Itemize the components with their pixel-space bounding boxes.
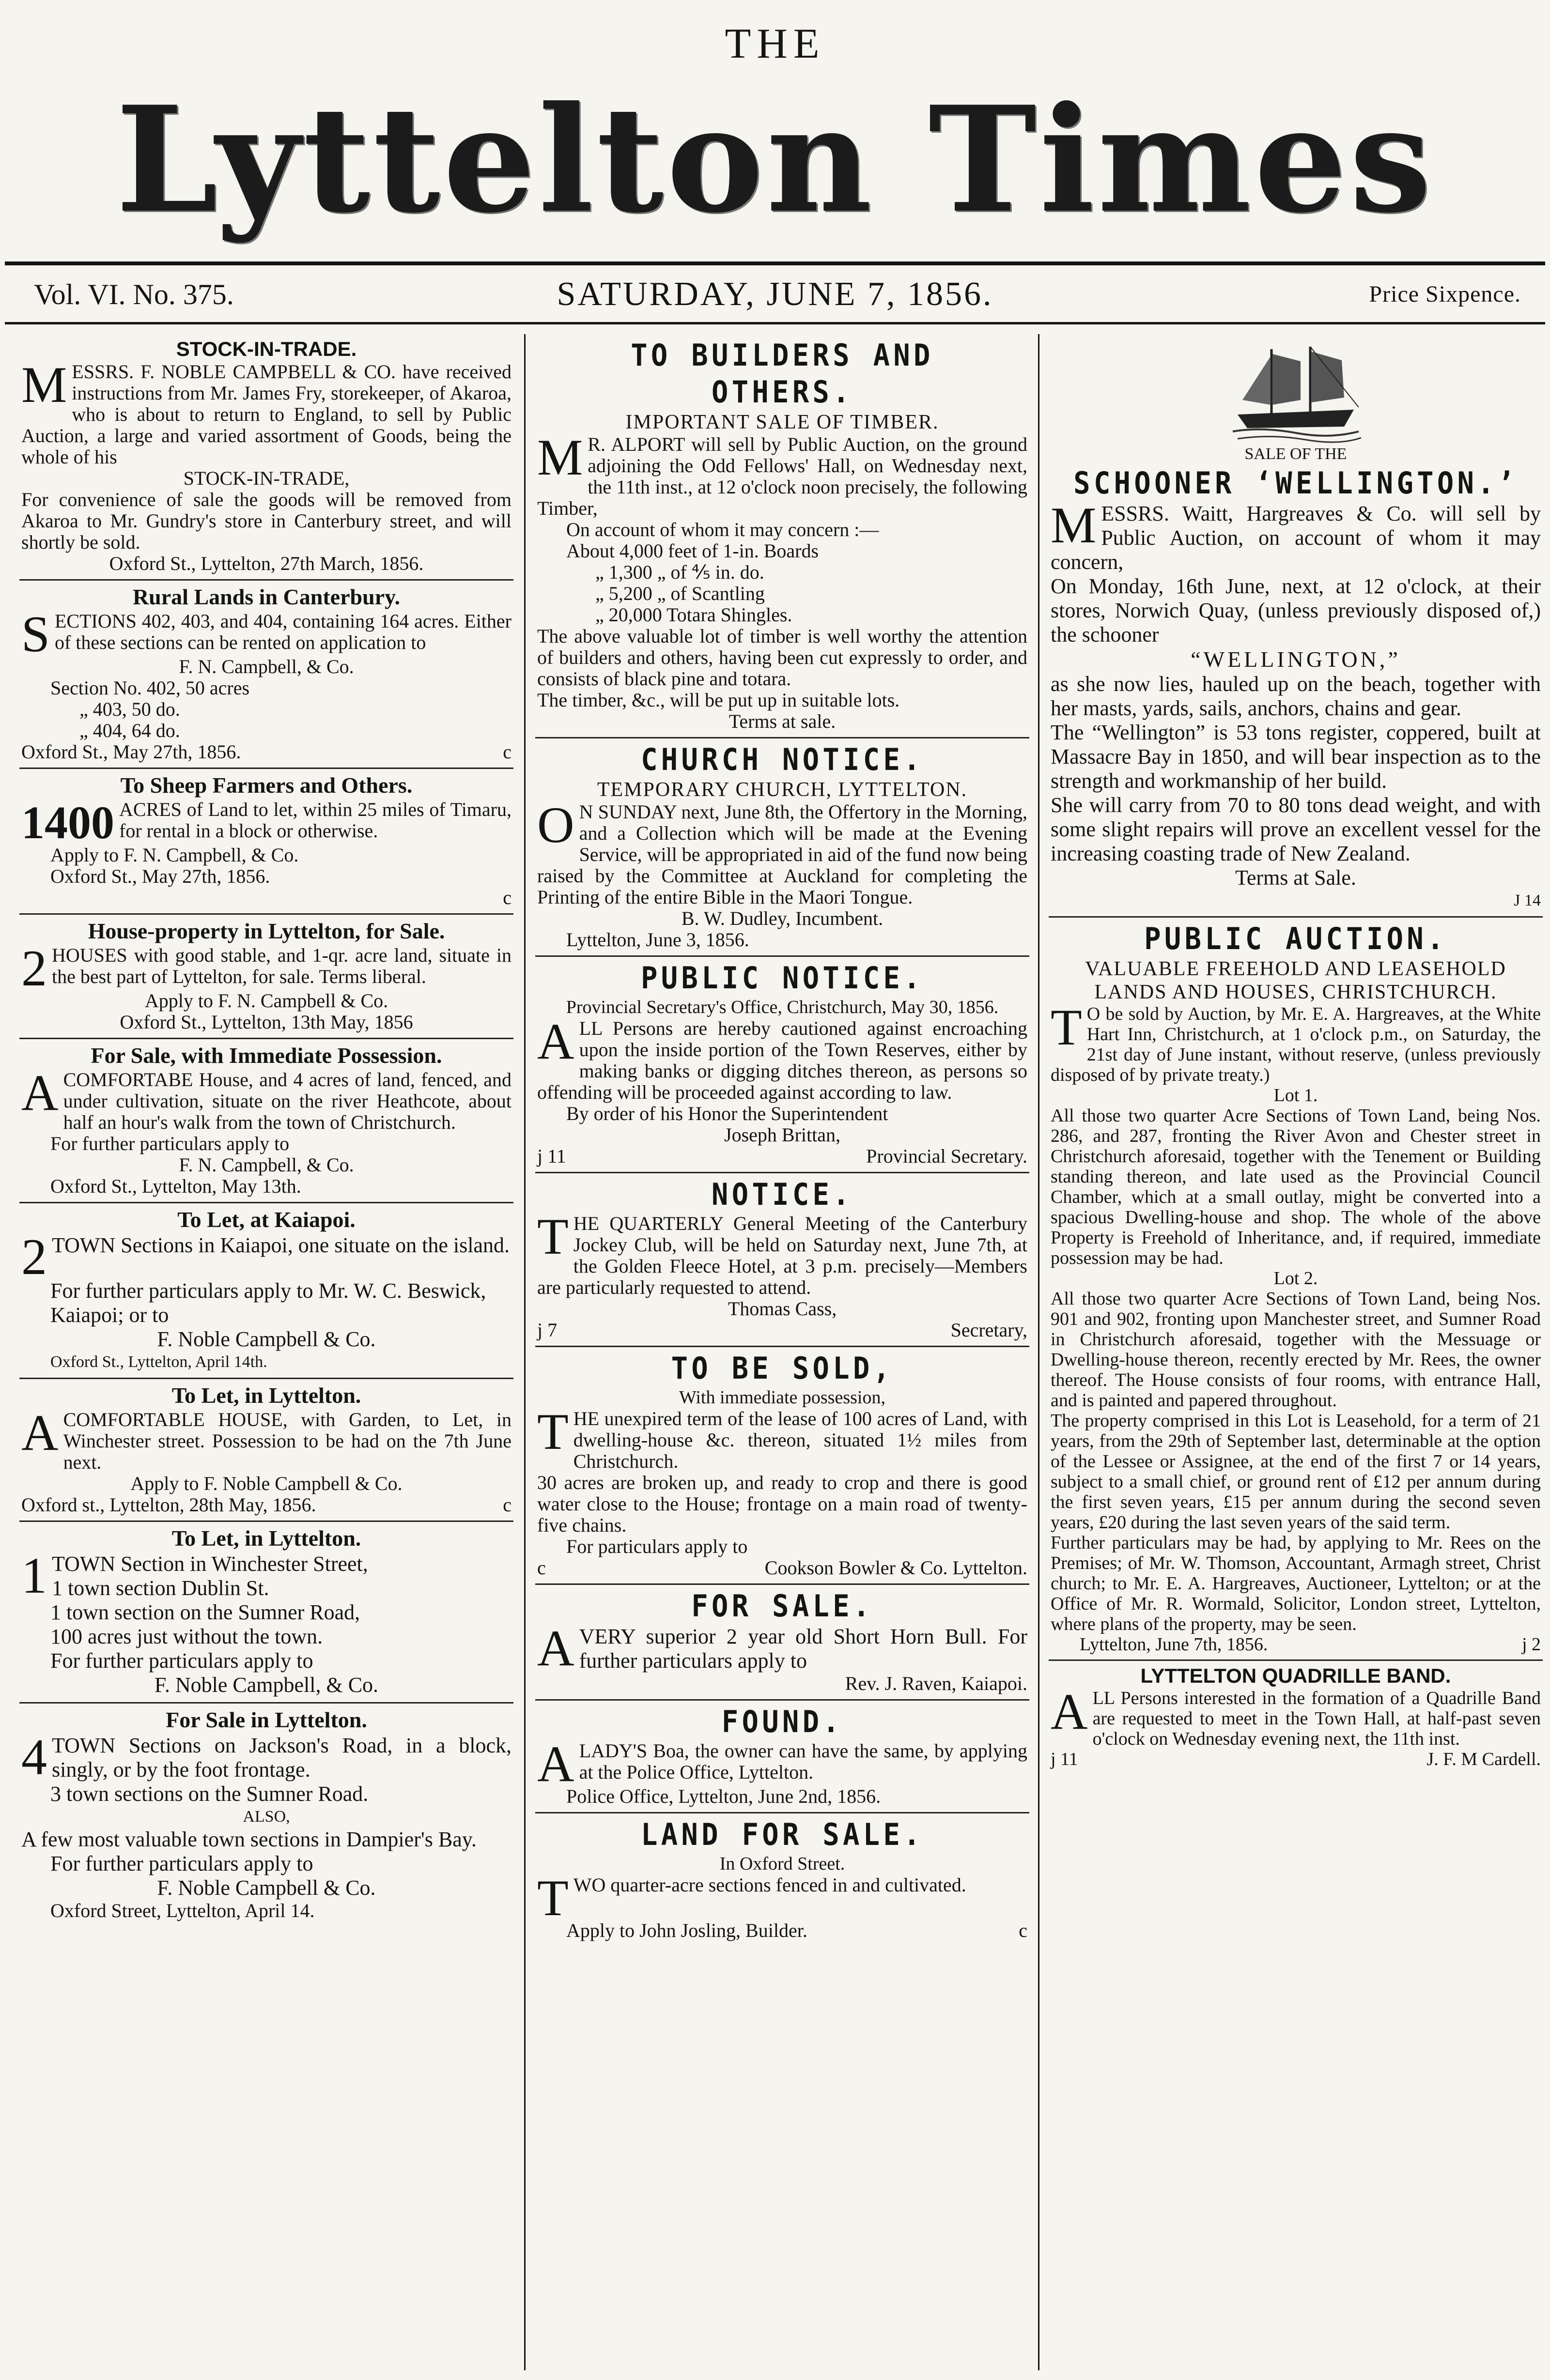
advert-heading: LYTTELTON QUADRILLE BAND. xyxy=(1140,1664,1451,1687)
advert-body: TOWN Sections on Jackson's Road, in a block, singly, or by the foot frontage. xyxy=(52,1734,512,1781)
advert-line: By order of his Honor the Superintendent xyxy=(566,1103,888,1124)
advert-stock-in-trade xyxy=(19,334,513,579)
advert-public-notice xyxy=(535,955,1029,1172)
advert-line: 1 town section Dublin St. xyxy=(52,1576,269,1600)
advert-heading: To Sheep Farmers and Others. xyxy=(120,773,413,798)
advert-subheading: In Oxford Street. xyxy=(719,1854,845,1874)
advert-body: LADY'S Boa, the owner can have the same, by applying at the Police Office, Lyttelton. xyxy=(579,1740,1027,1783)
advert-heading: Rural Lands in Canterbury. xyxy=(132,584,401,609)
advert-body: HOUSES with good stable, and 1-qr. acre land, situate in the best part of Lyttelton, for sale. Terms liberal. xyxy=(52,944,512,987)
drop-cap: T xyxy=(537,1403,569,1460)
drop-cap: 1 xyxy=(21,1547,47,1604)
advert-subheading: IMPORTANT SALE OF TIMBER. xyxy=(625,411,939,433)
advert-to-be-sold xyxy=(535,1346,1029,1583)
advert-lot-label: Lot 2. xyxy=(1273,1268,1318,1289)
advert-line: STOCK-IN-TRADE, xyxy=(183,467,350,489)
advert-agent: F. Noble Campbell, & Co. xyxy=(154,1673,379,1697)
advert-agent: Cookson Bowler & Co. Lyttelton. xyxy=(764,1557,1027,1579)
advert-church-notice xyxy=(535,737,1029,955)
advert-line: For further particulars apply to xyxy=(50,1852,313,1875)
column-left xyxy=(19,334,513,2370)
drop-cap: 2 xyxy=(21,1228,47,1285)
advert-body: TOWN Sections in Kaiapoi, one situate on the island. xyxy=(52,1233,510,1257)
advert-line: For particulars apply to xyxy=(566,1535,748,1557)
advert-code: c xyxy=(503,887,512,908)
advert-heading: NOTICE. xyxy=(712,1177,853,1212)
advert-agent: Apply to F. Noble Campbell & Co. xyxy=(130,1473,403,1494)
advert-for-sale-bull xyxy=(535,1583,1029,1699)
advert-heading: STOCK-IN-TRADE. xyxy=(176,338,357,360)
advert-signature: Thomas Cass, xyxy=(728,1298,837,1320)
advert-code: c xyxy=(537,1557,546,1579)
advert-date: Oxford St., May 27th, 1856. xyxy=(50,865,270,887)
drop-cap: 4 xyxy=(21,1729,47,1785)
advert-date: Police Office, Lyttelton, June 2nd, 1856. xyxy=(566,1785,881,1807)
advert-code: j 2 xyxy=(1521,1634,1541,1655)
advert-heading: To Let, at Kaiapoi. xyxy=(177,1207,356,1232)
advert-ship-name: “WELLINGTON,” xyxy=(1191,647,1401,672)
advert-line: Further particulars may be had, by applying to Mr. Rees on the Premises; of Mr. W. Thomson, Accountant, Armagh street, Christ church; to Mr. E. A. Hargreaves, Auctioneer, Lyttelton; or at the Office of Mr. R. Wormald, Solicitor, London street, Lyttelton, where plans of the property, may be seen. xyxy=(1051,1533,1541,1634)
advert-date: Oxford St., Lyttelton, April 14th. xyxy=(50,1353,267,1371)
advert-line: „ 403, 50 do. xyxy=(79,698,180,720)
advert-line: For further particulars apply to xyxy=(50,1649,313,1673)
advert-heading: SCHOONER ‘WELLINGTON.’ xyxy=(1073,465,1518,501)
column-right xyxy=(1049,334,1543,2370)
advert-body: COMFORTABE House, and 4 acres of land, fenced, and under cultivation, situate on the river Heathcote, about half an hour's walk from the town of Christchurch. xyxy=(63,1069,512,1133)
advert-found xyxy=(535,1699,1029,1812)
drop-cap: T xyxy=(1051,999,1082,1056)
advert-schooner-wellington xyxy=(1049,334,1543,916)
issue-date: SATURDAY, JUNE 7, 1856. xyxy=(557,276,993,313)
advert-body: ESSRS. Waitt, Hargreaves & Co. will sell by Public Auction, on account of whom it may concern, xyxy=(1051,502,1541,574)
advert-signature: J. F. M Cardell. xyxy=(1426,1749,1541,1769)
column-rule xyxy=(1038,334,1039,2370)
advert-body: LL Persons are hereby cautioned against encroaching upon the inside portion of the Town Reserves, either by making banks or digging ditches thereon, as persons so offending will be proceeded against according to law. xyxy=(537,1017,1027,1103)
advert-line: as she now lies, hauled up on the beach, together with her masts, yards, sails, anchors, chains and gear. xyxy=(1051,672,1541,720)
advert-date: Oxford St., Lyttelton, May 13th. xyxy=(50,1175,301,1197)
advert-agent: Apply to F. N. Campbell, & Co. xyxy=(50,844,299,866)
advert-body: HE QUARTERLY General Meeting of the Canterbury Jockey Club, will be held on Saturday next, June 7th, at the Golden Fleece Hotel, at 3 p.m. precisely—Members are particularly requested to attend. xyxy=(537,1213,1027,1298)
advert-agent: Apply to F. N. Campbell & Co. xyxy=(144,990,388,1012)
drop-cap: M xyxy=(537,429,583,486)
advert-code: c xyxy=(503,1494,512,1516)
advert-preheading: SALE OF THE xyxy=(1244,445,1347,463)
drop-cap: O xyxy=(537,797,574,853)
advert-heading: For Sale, with Immediate Possession. xyxy=(91,1043,442,1068)
masthead-title: Lyttelton Times xyxy=(115,74,1435,245)
advert-heading: For Sale in Lyttelton. xyxy=(166,1707,367,1732)
advert-body: VERY superior 2 year old Short Horn Bull. For further particulars apply to xyxy=(579,1625,1027,1673)
advert-subheading: With immediate possession, xyxy=(679,1387,885,1408)
advert-body: ECTIONS 402, 403, and 404, containing 164 acres. Either of these sections can be rented on application to xyxy=(54,610,512,653)
advert-let-sections xyxy=(19,1520,513,1702)
advert-heading: To Let, in Lyttelton. xyxy=(171,1383,361,1408)
advert-heading: House-property in Lyttelton, for Sale. xyxy=(88,919,445,943)
advert-kaiapoi xyxy=(19,1202,513,1378)
advert-title: Secretary, xyxy=(950,1319,1027,1341)
advert-body: WO quarter-acre sections fenced in and cultivated. xyxy=(573,1874,966,1896)
masthead-the: THE xyxy=(725,20,825,67)
drop-cap: M xyxy=(21,356,67,413)
advert-body: HE unexpired term of the lease of 100 acres of Land, with dwelling-house &c. thereon, situated 1½ miles from Christchurch. xyxy=(573,1408,1027,1472)
advert-code: J 14 xyxy=(1514,891,1541,909)
drop-cap: A xyxy=(537,1013,574,1070)
masthead-rule-bottom xyxy=(5,322,1545,324)
advert-line: For convenience of sale the goods will be removed from Akaroa to Mr. Gundry's store in Canterbury street, and will shortly be sold. xyxy=(21,489,512,553)
advert-signature: Joseph Brittan, xyxy=(724,1124,840,1146)
advert-line: Section No. 402, 50 acres xyxy=(50,677,250,699)
issue-price: Price Sixpence. xyxy=(1369,281,1521,307)
advert-line: 3 town sections on the Sumner Road. xyxy=(50,1782,369,1806)
drop-cap: A xyxy=(1051,1683,1088,1740)
advert-line: The “Wellington” is 53 tons register, coppered, built at Massacre Bay in 1850, and will bear inspection as to the strength and workmanship of her build. xyxy=(1051,721,1541,793)
advert-heading: To Let, in Lyttelton. xyxy=(171,1526,361,1551)
advert-immediate-possession xyxy=(19,1038,513,1202)
advert-code: c xyxy=(1019,1919,1027,1941)
advert-terms: Terms at Sale. xyxy=(1235,866,1356,890)
advert-heading: TO BE SOLD, xyxy=(671,1351,894,1386)
advert-land-for-sale xyxy=(535,1812,1029,1946)
advert-date: Oxford St., May 27th, 1856. xyxy=(21,741,241,763)
drop-cap: A xyxy=(537,1620,574,1676)
advert-body: ACRES of Land to let, within 25 miles of Timaru, for rental in a block or otherwise. xyxy=(119,798,512,842)
advert-public-auction xyxy=(1049,916,1543,1659)
advert-sheep-farmers xyxy=(19,768,513,913)
ship-illustration xyxy=(1228,342,1364,444)
advert-code: j 7 xyxy=(537,1319,558,1341)
advert-heading: LAND FOR SALE. xyxy=(641,1817,924,1852)
advert-line: The property comprised in this Lot is Leasehold, for a term of 21 years, from the 29th of September last, determinable at the option of the Lessee or Assignee, at the end of the first 7 or 14 years, subject to a small chief, or ground rent of £12 per annum during the first seven years, £15 per annum during the second seven years, £20 during the last seven years of the said term. xyxy=(1051,1411,1541,1533)
advert-line: 1 town section on the Sumner Road, xyxy=(50,1600,360,1624)
advert-line: The timber, &c., will be put up in suitable lots. xyxy=(537,689,900,711)
advert-sale-lyttelton xyxy=(19,1702,513,1926)
advert-line: 100 acres just without the town. xyxy=(50,1625,323,1648)
advert-code: j 11 xyxy=(1051,1749,1078,1769)
advert-quadrille-band xyxy=(1049,1659,1543,1774)
advert-agent: F. N. Campbell, & Co. xyxy=(179,656,354,677)
advert-date: Lyttelton, June 7th, 1856. xyxy=(1080,1634,1268,1655)
advert-heading: CHURCH NOTICE. xyxy=(641,742,924,777)
advert-agent: F. Noble Campbell & Co. xyxy=(157,1876,376,1900)
advert-line: „ 404, 64 do. xyxy=(79,720,180,741)
drop-cap: 2 xyxy=(21,940,47,997)
advert-line: On Monday, 16th June, next, at 12 o'clock, at their stores, Norwich Quay, (unless previously disposed of,) the schooner xyxy=(1051,574,1541,646)
drop-cap: T xyxy=(537,1208,569,1265)
advert-heading: FOUND. xyxy=(721,1704,843,1739)
advert-let-house xyxy=(19,1378,513,1520)
column-middle xyxy=(535,334,1029,2370)
advert-date: Oxford St., Lyttelton, 27th March, 1856. xyxy=(109,553,424,574)
advert-lot-label: Lot 1. xyxy=(1273,1085,1318,1106)
advert-date: Oxford St., Lyttelton, 13th May, 1856 xyxy=(120,1011,413,1033)
advert-date: Lyttelton, June 3, 1856. xyxy=(566,929,749,951)
advert-line: All those two quarter Acre Sections of Town Land, being Nos. 286, and 287, fronting the River Avon and Chester street in Christchurch aforesaid, together with the Tenement or Building standing thereon, and late used as the Provincial Council Chamber, which at a small outlay, might be converted into a spacious Dwelling-house and shop. The whole of the above Property is Freehold of Inheritance, and, if required, immediate possession may be had. xyxy=(1051,1106,1541,1268)
advert-line: „ 5,200 „ of Scantling xyxy=(595,583,765,604)
advert-body: ESSRS. F. NOBLE CAMPBELL & CO. have received instructions from Mr. James Fry, storekeeper, of Akaroa, who is about to return to England, to sell by Public Auction, a large and varied assortment of Goods, being the whole of his xyxy=(21,361,512,468)
advert-line: The above valuable lot of timber is well worthy the attention of builders and others, having been cut expressly to order, and consists of black pine and totara. xyxy=(537,625,1027,690)
advert-timber-sale xyxy=(535,334,1029,737)
drop-cap: M xyxy=(1051,497,1097,553)
advert-agent: Rev. J. Raven, Kaiapoi. xyxy=(845,1673,1027,1694)
advert-heading: FOR SALE. xyxy=(691,1588,873,1624)
drop-cap: A xyxy=(537,1735,574,1792)
advert-line: „ 20,000 Totara Shingles. xyxy=(595,604,792,626)
volume-number: Vol. VI. No. 375. xyxy=(34,278,234,310)
advert-terms: Terms at sale. xyxy=(728,710,836,732)
drop-cap: 1400 xyxy=(21,797,114,848)
drop-cap: A xyxy=(21,1404,59,1461)
advert-line: For further particulars apply to Mr. W. C. Beswick, Kaiapoi; or to xyxy=(50,1279,486,1327)
advert-subheading: VALUABLE FREEHOLD AND LEASEHOLD LANDS AND HOUSES, CHRISTCHURCH. xyxy=(1085,958,1506,1003)
column-rule xyxy=(524,334,526,2370)
advert-line: For further particulars apply to xyxy=(50,1133,290,1154)
advert-line: 30 acres are broken up, and ready to crop and there is good water close to the House; frontage on a main road of twenty-five chains. xyxy=(537,1472,1027,1536)
dateline xyxy=(0,270,1550,319)
advert-date: Oxford st., Lyttelton, 28th May, 1856. xyxy=(21,1494,316,1516)
advert-agent: F. N. Campbell, & Co. xyxy=(179,1154,354,1176)
advert-body: COMFORTABLE HOUSE, with Garden, to Let, in Winchester street. Possession to be had on the 7th June next. xyxy=(63,1409,512,1473)
advert-heading: PUBLIC NOTICE. xyxy=(641,960,924,996)
drop-cap: A xyxy=(21,1064,59,1121)
masthead-rule-top xyxy=(5,261,1545,265)
advert-body: N SUNDAY next, June 8th, the Offertory in the Morning, and a Collection which will be made at the Evening Service, will be appropriated in aid of the fund now being raised by the Committee at Auckland for completing the Printing of the entire Bible in the Maori Tongue. xyxy=(537,801,1027,908)
advert-line: A few most valuable town sections in Dampier's Bay. xyxy=(21,1827,477,1851)
advert-line: „ 1,300 „ of ⅘ in. do. xyxy=(595,561,764,583)
advert-agent: F. Noble Campbell & Co. xyxy=(157,1327,376,1351)
advert-line: ALSO, xyxy=(243,1808,290,1826)
advert-line: All those two quarter Acre Sections of Town Land, being Nos. 901 and 902, fronting upon Manchester street, and Sumner Road in Christchurch aforesaid, together with the Messuage or Dwelling-house thereon, recently erected by Mr. Rees, the owner thereof. The House consists of four rooms, with entrance Hall, and is painted and papered throughout. xyxy=(1051,1289,1541,1411)
advert-jockey-club xyxy=(535,1172,1029,1346)
advert-signature: B. W. Dudley, Incumbent. xyxy=(681,907,884,929)
advert-subheading: Provincial Secretary's Office, Christchurch, May 30, 1856. xyxy=(566,997,999,1017)
advert-body: TOWN Section in Winchester Street, xyxy=(52,1552,368,1576)
advert-body: R. ALPORT will sell by Public Auction, on the ground adjoining the Odd Fellows' Hall, on Wednesday next, the 11th inst., at 12 o'clock noon precisely, the following Timber, xyxy=(537,433,1027,519)
advert-code: c xyxy=(503,741,512,763)
advert-line: On account of whom it may concern :— xyxy=(566,519,879,540)
advert-line: She will carry from 70 to 80 tons dead weight, and with some slight repairs will prove an excellent vessel for the increasing coasting trade of New Zealand. xyxy=(1051,793,1541,865)
advert-agent: Apply to John Josling, Builder. xyxy=(566,1919,807,1941)
advert-date: Oxford Street, Lyttelton, April 14. xyxy=(50,1900,315,1921)
advert-house-property xyxy=(19,913,513,1038)
advert-subheading: TEMPORARY CHURCH, LYTTELTON. xyxy=(597,779,968,801)
drop-cap: T xyxy=(537,1870,569,1926)
advert-heading: PUBLIC AUCTION. xyxy=(1144,921,1447,956)
advert-title: Provincial Secretary. xyxy=(866,1145,1027,1167)
advert-line: About 4,000 feet of 1-in. Boards xyxy=(566,540,819,562)
advert-rural-lands xyxy=(19,579,513,768)
advert-code: j 11 xyxy=(537,1145,566,1167)
advert-body: LL Persons interested in the formation of a Quadrille Band are requested to meet in the Town Hall, at half-past seven o'clock on Wednesday evening next, the 11th inst. xyxy=(1092,1688,1541,1749)
advert-heading: TO BUILDERS AND OTHERS. xyxy=(631,338,934,410)
drop-cap: S xyxy=(21,606,50,662)
advert-body: O be sold by Auction, by Mr. E. A. Hargreaves, at the White Hart Inn, Christchurch, at 1 o'clock p.m., on Saturday, the 21st day of June instant, without reserve, (unless previously disposed of by private treaty.) xyxy=(1051,1004,1541,1085)
